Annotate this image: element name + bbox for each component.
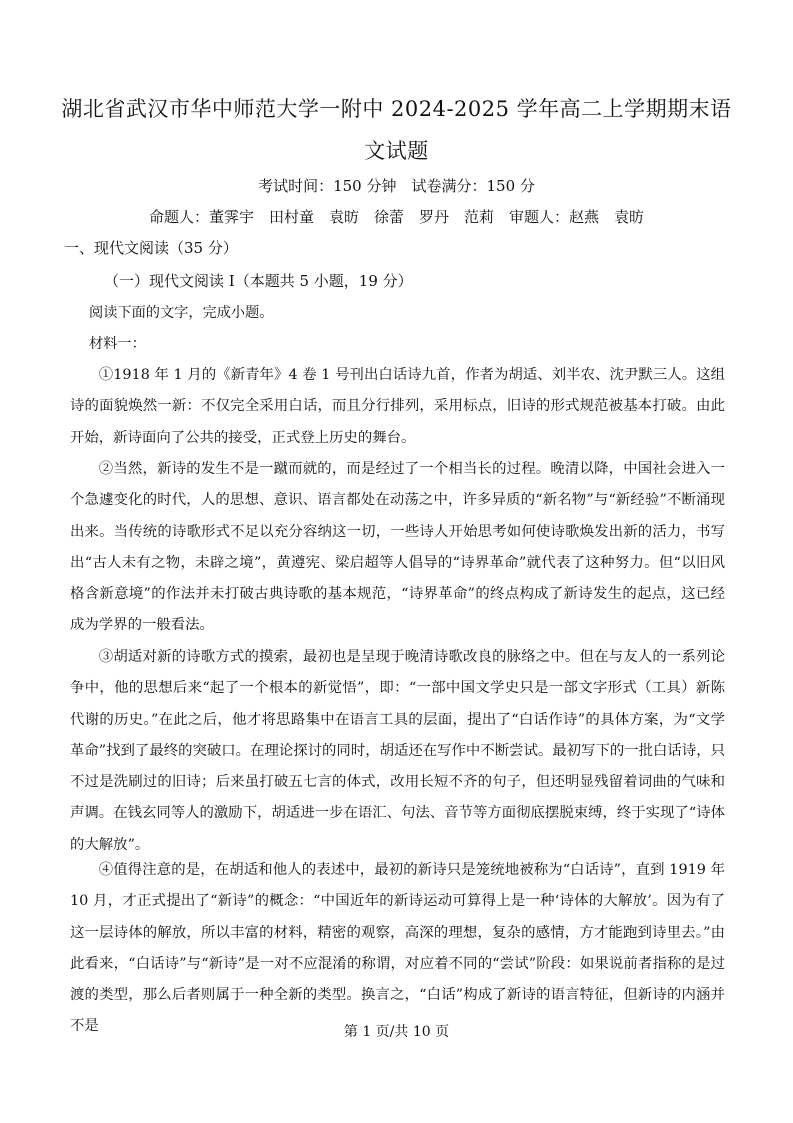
paragraph-3: ③胡适对新的诗歌方式的摸索，最初也是呈现于晚清诗歌改良的脉络之中。但在与友人的一系列论争中，他的思想后来“起了一个根本的新觉悟”，即：“一部中国文学史只是一部文字形式（工具）新陈代谢的历史。”在此之后，他才将思路集中在语言工具的层面，提出了“白话作诗”的具体方案，为“文学革命”找到了最终的突破口。在理论探讨的同时，胡适还在写作中不断尝试。最初写下的一批白话诗，只不过是洗刷过的旧诗；后来虽打破五七言的体式，改用长短不齐的句子，但还明显残留着词曲的气味和声调。在钱玄同等人的激励下，胡适进一步在语汇、句法、音节等方面彻底摆脱束缚，终于实现了“诗体的大解放”。 xyxy=(70,649,725,853)
section-subheading: （一）现代文阅读 I（本题共 5 小题，19 分） xyxy=(104,272,413,290)
paragraph-2: ②当然，新诗的发生不是一蹴而就的，而是经过了一个相当长的过程。晚清以降，中国社会进入一个急遽变化的时代，人的思想、意识、语言都处在动荡之中，许多异质的“新名物”与“新经验”不断涌现出来。当传统的诗歌形式不足以充分容纳这一切，一些诗人开始思考如何使诗歌焕发出新的活力，书写出“古人未有之物，未辟之境”，黄遵宪、梁启超等人倡导的“诗界革命”就代表了这种努力。但“以旧风格含新意境”的作法并未打破古典诗歌的基本规范，“诗界革命”的终点构成了新诗发生的起点，这已经成为学界的一般看法。 xyxy=(70,461,725,634)
reading-instruction: 阅读下面的文字，完成小题。 xyxy=(89,305,274,321)
paragraph-4: ④值得注意的是，在胡适和他人的表述中，最初的新诗只是笼统地被称为“白话诗”，直到 1919 年 10 月，才正式提出了“新诗”的概念：“中国近年的新诗运动可算得上是一种‘诗体的大解放’。因为有了这一层诗体的解放，所以丰富的材料，精密的观察，高深的理想，复杂的感情，方才能跑到诗里去。”由此看来，“白话诗”与“新诗”是一对不应混淆的称谓，对应着不同的“尝试”阶段：如果说前者指称的是过渡的类型，那么后者则属于一种全新的类型。换言之，“白话”构成了新诗的语言特征，但新诗的内涵并不是 xyxy=(70,862,725,1035)
section-heading: 一、现代文阅读（35 分） xyxy=(64,239,238,257)
document-title-line-1: 湖北省武汉市华中师范大学一附中 2024-2025 学年高二上学期期末语 xyxy=(61,97,732,121)
material-label: 材料一： xyxy=(89,336,146,352)
exam-authors: 命题人：董霁宇 田村童 袁昉 徐蕾 罗丹 范莉 审题人：赵燕 袁昉 xyxy=(148,208,644,226)
document-title-line-2: 文试题 xyxy=(364,139,429,163)
exam-time-and-score: 考试时间：150 分钟 试卷满分：150 分 xyxy=(258,177,535,195)
paragraph-1: ①1918 年 1 月的《新青年》4 卷 1 号刊出白话诗九首，作者为胡适、刘半农、沈尹默三人。这组诗的面貌焕然一新：不仅完全采用白话，而且分行排列，采用标点，旧诗的形式规范被基本打破。由此开始，新诗面向了公共的接受，正式登上历史的舞台。 xyxy=(70,367,725,446)
page-footer: 第 1 页/共 10 页 xyxy=(343,1024,450,1040)
